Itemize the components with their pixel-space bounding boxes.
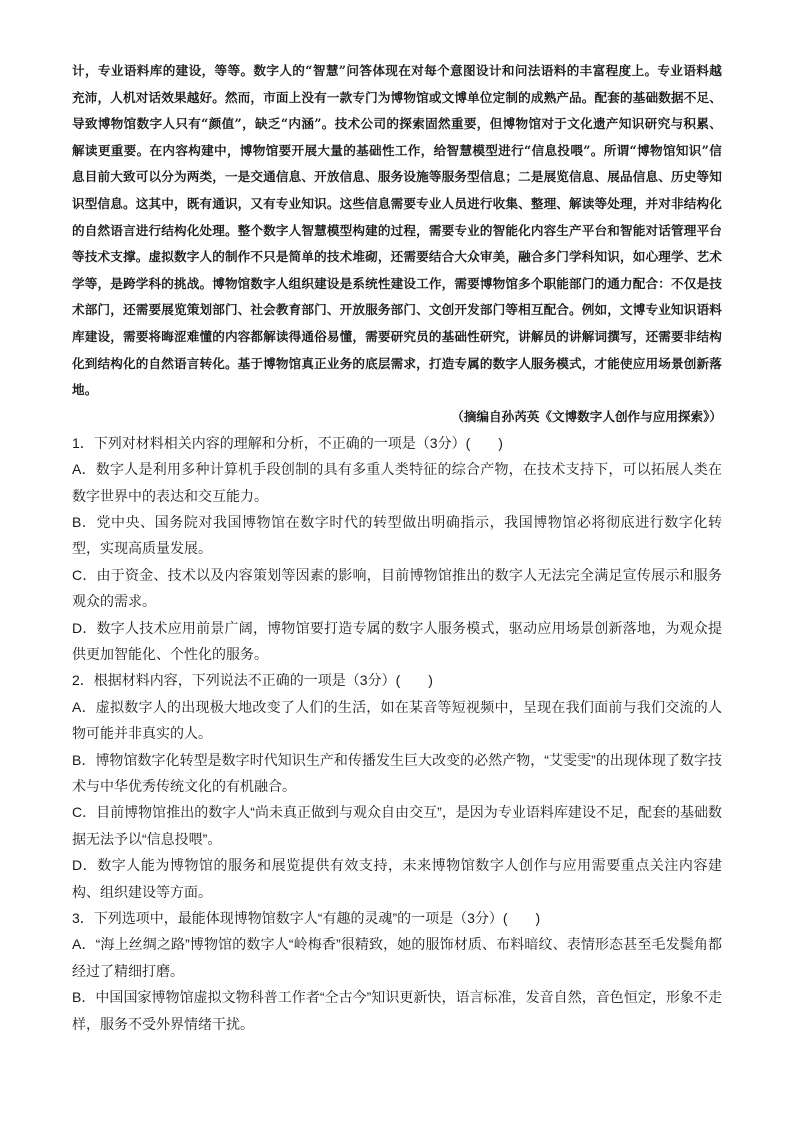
question-2 [72, 667, 722, 905]
question-stem: 2．根据材料内容，下列说法不正确的一项是（3分）( ) [72, 672, 433, 689]
question-stem: 1．下列对材料相关内容的理解和分析，不正确的一项是（3分）( ) [72, 434, 503, 451]
option-d: D．数字人技术应用前景广阔，博物馆要打造专属的数字人服务模式，驱动应用场景创新落地，为观众提供更加智能化、个性化的服务。 [72, 619, 722, 662]
option-c: C．由于资金、技术以及内容策划等因素的影响，目前博物馆推出的数字人无法完全满足宣传展示和服务观众的需求。 [72, 566, 722, 610]
reading-passage: 计，专业语料库的建设，等等。数字人的“智慧”问答体现在对每个意图设计和问法语料的丰富程度上。专业语料越充沛，人机对话效果越好。然而，市面上没有一款专门为博物馆或文博单位定制的成熟产品。配套的基础数据不足、导致博物馆数字人只有“颜值”，缺乏“内涵”。技术公司的探索固然重要，但博物馆对于文化遗产知识研究与积累、解读更重要。在内容构建中，博物馆要开展大量的基础性工作，给智慧模型进行“信息投喂”。所谓“博物馆知识”信息目前大致可以分为两类，一是交通信息、开放信息、服务设施等服务型信息；二是展览信息、展品信息、历史等知识型信息。这其中，既有通识，又有专业知识。这些信息需要专业人员进行收集、整理、解读等处理，并对非结构化的自然语言进行结构化处理。整个数字人智慧模型构建的过程，需要专业的智能化内容生产平台和智能对话管理平台等技术支撑。虚拟数字人的制作不只是简单的技术堆砌，还需要结合大众审美，融合多门学科知识，如心理学、艺术学等，是跨学科的挑战。博物馆数字人组织建设是系统性建设工作，需要博物馆多个职能部门的通力配合：不仅是技术部门，还需要展览策划部门、社会教育部门、开放服务部门、文创开发部门等相互配合。例如，文博专业知识语料库建设，需要将晦涩难懂的内容都解读得通俗易懂，需要研究员的基础性研究，讲解员的讲解词撰写，还需要非结构化到结构化的自然语言转化。基于博物馆真正业务的底层需求，打造专属的数字人服务模式，才能使应用场景创新落地。 [72, 63, 722, 398]
option-b: B．党中央、国务院对我国博物馆在数字时代的转型做出明确指示，我国博物馆必将彻底进行数字化转型，实现高质量发展。 [72, 513, 722, 557]
option-b: B．中国国家博物馆虚拟文物科普工作者“仝古今”知识更新快，语言标准，发音自然，音色恒定，形象不走样，服务不受外界情绪干扰。 [72, 989, 722, 1032]
option-b: B．博物馆数字化转型是数字时代知识生产和传播发生巨大改变的必然产物，“艾雯雯”的出现体现了数字技术与中华优秀传统文化的有机融合。 [72, 751, 722, 794]
question-1 [72, 430, 722, 668]
exam-page [72, 58, 722, 1037]
question-stem: 3．下列选项中，最能体现博物馆数字人“有趣的灵魂”的一项是（3分）( ) [72, 910, 541, 927]
option-a: A．虚拟数字人的出现极大地改变了人们的生活，如在某音等短视频中，呈现在我们面前与我们交流的人物可能并非真实的人。 [72, 698, 722, 742]
passage-source: （摘编自孙芮英《文博数字人创作与应用探索》） [451, 408, 722, 424]
question-3 [72, 905, 722, 1037]
option-a: A．“海上丝绸之路”博物馆的数字人“岭梅香”很精致，她的服饰材质、布料暗纹、表情形态甚至毛发鬓角都经过了精细打磨。 [72, 936, 722, 979]
option-d: D．数字人能为博物馆的服务和展览提供有效支持，未来博物馆数字人创作与应用需要重点关注内容建构、组织建设等方面。 [72, 857, 722, 900]
option-a: A．数字人是利用多种计算机手段创制的具有多重人类特征的综合产物，在技术支持下，可以拓展人类在数字世界中的表达和交互能力。 [72, 461, 722, 504]
option-c: C．目前博物馆推出的数字人“尚未真正做到与观众自由交互”，是因为专业语料库建设不足，配套的基础数据无法予以“信息投喂”。 [72, 804, 722, 847]
